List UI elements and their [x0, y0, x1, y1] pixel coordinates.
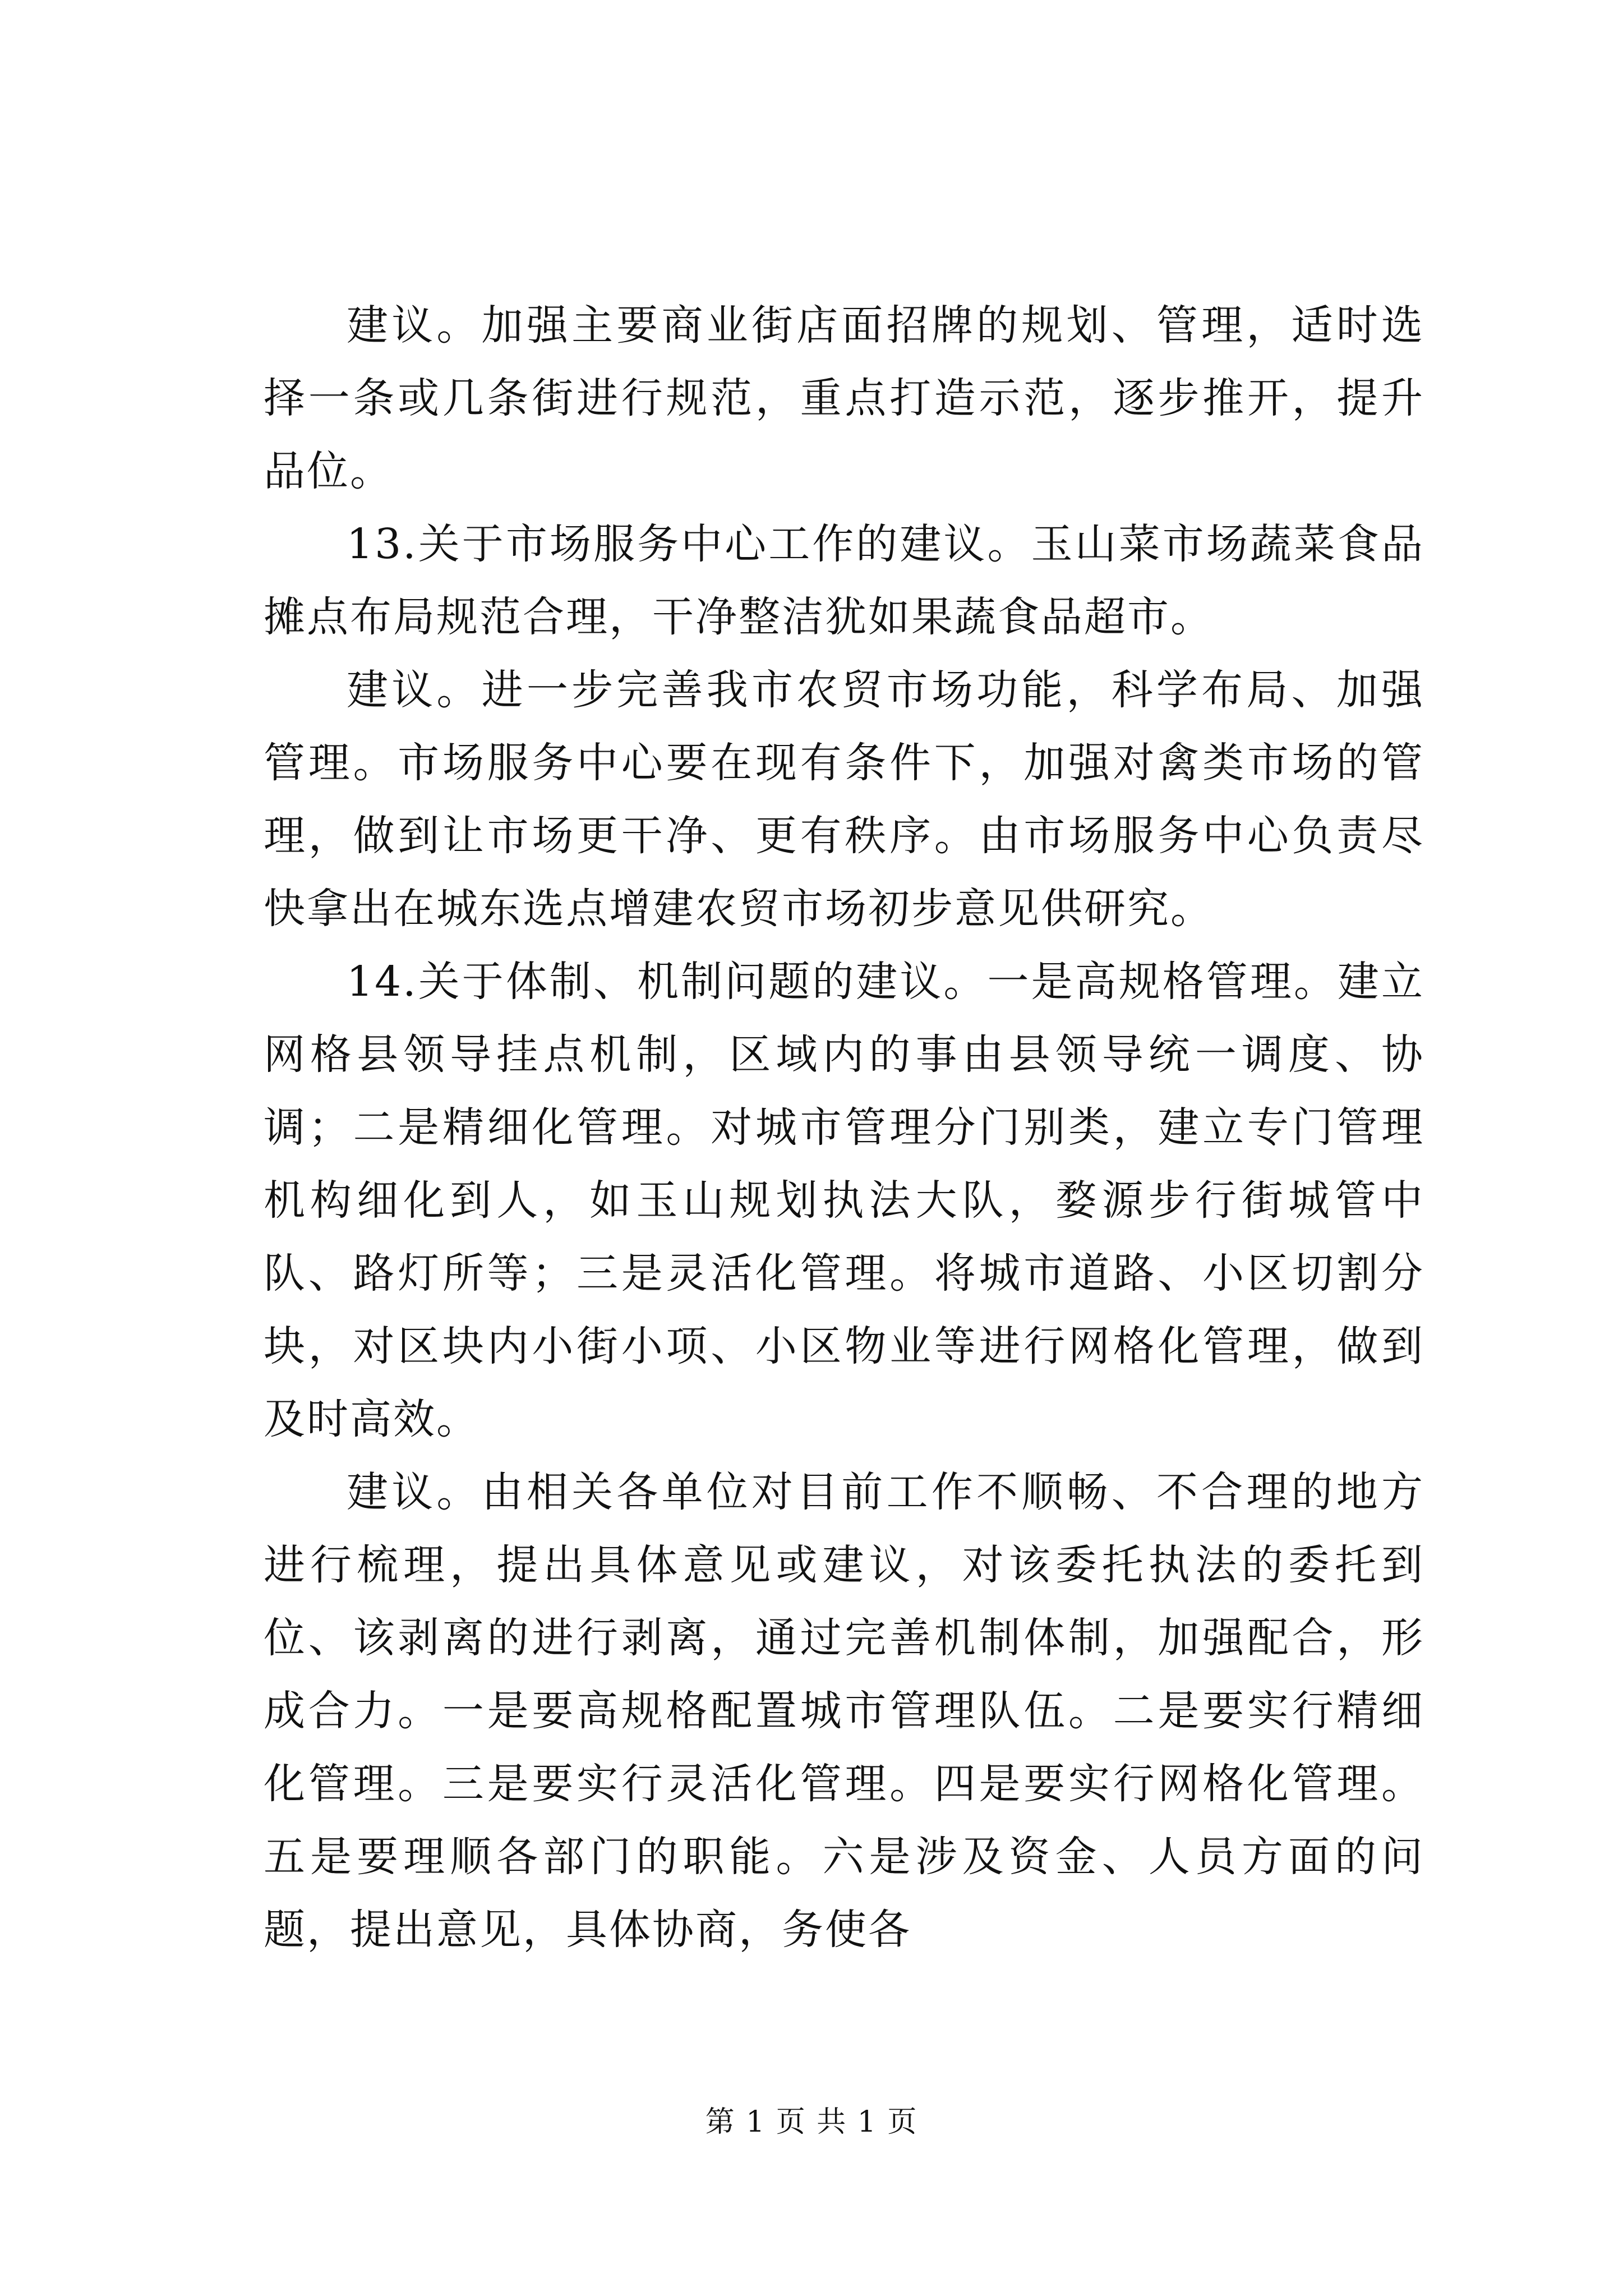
paragraph: 14.关于体制、机制问题的建议。一是高规格管理。建立网格县领导挂点机制，区域内的事由县领导统一调度、协调；二是精细化管理。对城市管理分门别类，建立专门管理机构细化到人，如玉山规划执法大队，婺源步行街城管中队、路灯所等；三是灵活化管理。将城市道路、小区切割分块，对区块内小街小项、小区物业等进行网格化管理，做到及时高效。 [264, 958, 1424, 1443]
paragraph: 建议。由相关各单位对目前工作不顺畅、不合理的地方进行梳理，提出具体意见或建议，对该委托执法的委托到位、该剥离的进行剥离，通过完善机制体制，加强配合，形成合力。一是要高规格配置城市管理队伍。二是要实行精细化管理。三是要实行灵活化管理。四是要实行网格化管理。五是要理顺各部门的职能。六是涉及资金、人员方面的问题，提出意见，具体协商，务使各 [264, 1468, 1424, 1954]
paragraph: 13.关于市场服务中心工作的建议。玉山菜市场蔬菜食品摊点布局规范合理，干净整洁犹如果蔬食品超市。 [264, 520, 1424, 641]
document-body [264, 289, 1424, 1966]
paragraph: 建议。加强主要商业街店面招牌的规划、管理，适时选择一条或几条街进行规范，重点打造示范，逐步推开，提升品位。 [264, 301, 1424, 495]
page-number-footer: 第 1 页 共 1 页 [705, 2105, 918, 2139]
paragraph: 建议。进一步完善我市农贸市场功能，科学布局、加强管理。市场服务中心要在现有条件下，加强对禽类市场的管理，做到让市场更干净、更有秩序。由市场服务中心负责尽快拿出在城东选点增建农贸市场初步意见供研究。 [264, 666, 1424, 933]
